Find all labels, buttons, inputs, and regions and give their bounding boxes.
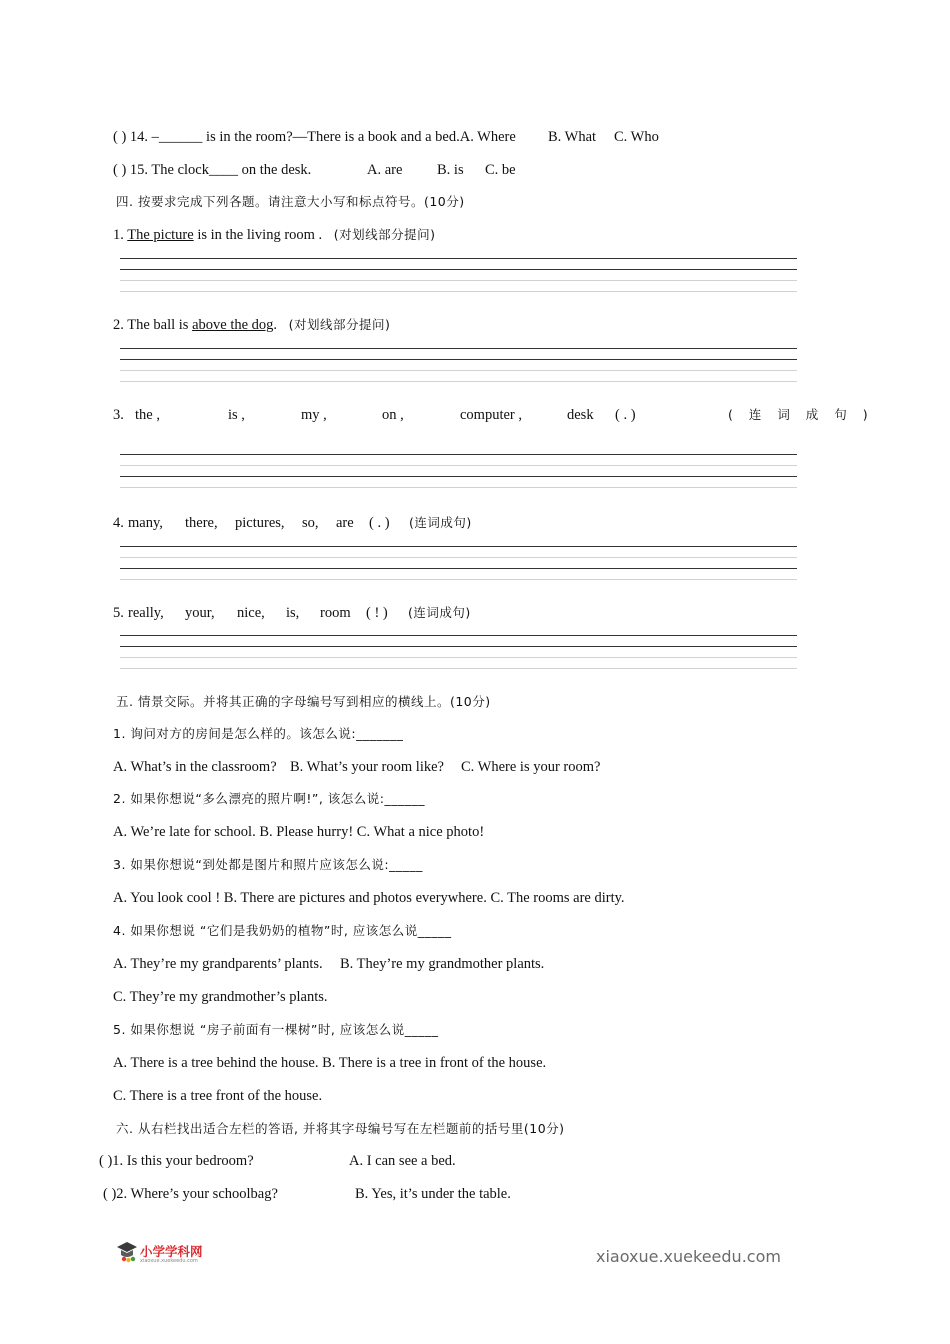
underlined-phrase: above the dog xyxy=(192,317,274,333)
s5-question-4: 4. 如果你想说 “它们是我奶奶的植物”时, 应该怎么说_____ xyxy=(113,923,452,938)
answer-line[interactable] xyxy=(120,370,797,371)
answer-line[interactable] xyxy=(120,381,797,382)
section-6-title: 六. 从右栏找出适合左栏的答语, 并将其字母编号写在左栏题前的括号里(10分) xyxy=(116,1121,565,1136)
answer-line[interactable] xyxy=(120,557,797,558)
s5-options-5-c: C. There is a tree front of the house. xyxy=(113,1088,323,1104)
logo-text: 小学学科网 xyxy=(140,1244,203,1259)
s5-question-3: 3. 如果你想说“到处都是图片和照片应该怎么说:_____ xyxy=(113,857,423,872)
s4-question-4 xyxy=(0,514,950,532)
match-option-a: A. I can see a bed. xyxy=(349,1153,456,1169)
word-tile: really, xyxy=(128,605,164,621)
s5-options-3: A. You look cool ! B. There are pictures and photos everywhere. C. The rooms are dirty. xyxy=(113,890,625,906)
answer-line[interactable] xyxy=(120,568,797,569)
s5-question-5: 5. 如果你想说 “房子前面有一棵树”时, 应该怎么说_____ xyxy=(113,1022,439,1037)
graduation-cap-icon xyxy=(116,1240,138,1264)
s4-question-3 xyxy=(0,406,950,424)
word-tile: are xyxy=(336,515,354,531)
answer-line[interactable] xyxy=(120,579,797,580)
s6-question-1 xyxy=(99,1152,254,1170)
s5-options-2: A. We’re late for school. B. Please hurry! C. What a nice photo! xyxy=(113,824,485,840)
option-b: B. What’s your room like? xyxy=(290,759,444,775)
option-a: A. are xyxy=(367,162,403,178)
answer-line[interactable] xyxy=(120,635,797,636)
word-tile: many, xyxy=(128,515,163,531)
question-14 xyxy=(113,128,516,146)
s5-question-1: 1. 询问对方的房间是怎么样的。该怎么说:_______ xyxy=(113,726,404,741)
punctuation: ( . ) xyxy=(369,515,390,531)
answer-paren[interactable]: ( ) xyxy=(113,129,127,145)
question-number: 4. xyxy=(113,515,124,531)
word-tile: the , xyxy=(135,407,160,423)
option-c: C. be xyxy=(485,162,516,178)
question-text-end: . xyxy=(273,317,278,333)
footer-logo xyxy=(116,1240,216,1266)
word-tile: is , xyxy=(228,407,245,423)
answer-line[interactable] xyxy=(120,646,797,647)
s4-question-1 xyxy=(113,226,436,244)
answer-line[interactable] xyxy=(120,546,797,547)
s5-question-2: 2. 如果你想说“多么漂亮的照片啊!”, 该怎么说:______ xyxy=(113,791,426,806)
instruction-note: (对划线部分提问) xyxy=(333,227,436,242)
answer-line[interactable] xyxy=(120,657,797,658)
word-tile: room xyxy=(320,605,351,621)
match-option-b: B. Yes, it’s under the table. xyxy=(355,1186,511,1202)
answer-line[interactable] xyxy=(120,348,797,349)
question-number: 3. xyxy=(113,407,124,423)
question-number: 1. xyxy=(113,227,128,243)
section-5-title: 五. 情景交际。并将其正确的字母编号写到相应的横线上。(10分) xyxy=(116,694,491,709)
answer-line[interactable] xyxy=(120,280,797,281)
instruction-note: (连词成句) xyxy=(408,605,471,620)
answer-line[interactable] xyxy=(120,359,797,360)
question-text: 2. The ball is xyxy=(113,317,193,333)
question-15-text: 15. The clock____ on the desk. xyxy=(129,162,312,178)
option-c: C. Where is your room? xyxy=(461,759,601,775)
answer-line[interactable] xyxy=(120,291,797,292)
word-tile: there, xyxy=(185,515,218,531)
word-tile: your, xyxy=(185,605,215,621)
option-b: B. is xyxy=(437,162,464,178)
footer-url[interactable]: xiaoxue.xuekeedu.com xyxy=(596,1247,781,1266)
word-tile: so, xyxy=(302,515,319,531)
answer-line[interactable] xyxy=(120,465,797,466)
s4-question-5 xyxy=(0,604,950,622)
underlined-phrase: The picture xyxy=(127,227,194,243)
answer-line[interactable] xyxy=(120,487,797,488)
word-tile: pictures, xyxy=(235,515,285,531)
option-a: A. They’re my grandparents’ plants. xyxy=(113,956,323,972)
logo-subtext: xiaoxue.xuekeedu.com xyxy=(140,1258,198,1264)
punctuation: ( . ) xyxy=(615,407,636,423)
answer-line[interactable] xyxy=(120,668,797,669)
instruction-note: (连词成句) xyxy=(409,515,472,530)
word-tile: nice, xyxy=(237,605,265,621)
answer-paren[interactable]: ( ) xyxy=(99,1153,113,1169)
s4-question-2 xyxy=(113,316,390,334)
question-14-text: 14. –______ is in the room?—There is a book and a bed.A. Where xyxy=(129,129,516,145)
option-a: A. What’s in the classroom? xyxy=(113,759,277,775)
option-c: C. Who xyxy=(614,129,659,145)
section-4-title: 四. 按要求完成下列各题。请注意大小写和标点符号。(10分) xyxy=(116,194,465,209)
word-tile: my , xyxy=(301,407,327,423)
word-tile: is, xyxy=(286,605,300,621)
answer-paren[interactable]: ( ) xyxy=(113,162,127,178)
answer-paren[interactable]: ( ) xyxy=(103,1186,117,1202)
question-text: 1. Is this your bedroom? xyxy=(112,1153,254,1169)
instruction-note: (对划线部分提问) xyxy=(288,317,391,332)
answer-line[interactable] xyxy=(120,258,797,259)
question-number: 5. xyxy=(113,605,124,621)
answer-line[interactable] xyxy=(120,269,797,270)
answer-line[interactable] xyxy=(120,454,797,455)
word-tile: on , xyxy=(382,407,404,423)
question-text: 2. Where’s your schoolbag? xyxy=(116,1186,278,1202)
option-b: B. They’re my grandmother plants. xyxy=(340,956,545,972)
punctuation: ( ! ) xyxy=(366,605,388,621)
instruction-note: ( 连 词 成 句 ) xyxy=(728,407,874,422)
question-15 xyxy=(113,161,311,179)
question-text: is in the living room . xyxy=(193,227,323,243)
word-tile: computer , xyxy=(460,407,523,423)
option-c: C. They’re my grandmother’s plants. xyxy=(113,989,328,1005)
word-tile: desk xyxy=(567,407,594,423)
answer-line[interactable] xyxy=(120,476,797,477)
option-b: B. What xyxy=(548,129,597,145)
s5-options-5-ab: A. There is a tree behind the house. B. There is a tree in front of the house. xyxy=(113,1055,547,1071)
s6-question-2 xyxy=(103,1185,278,1203)
